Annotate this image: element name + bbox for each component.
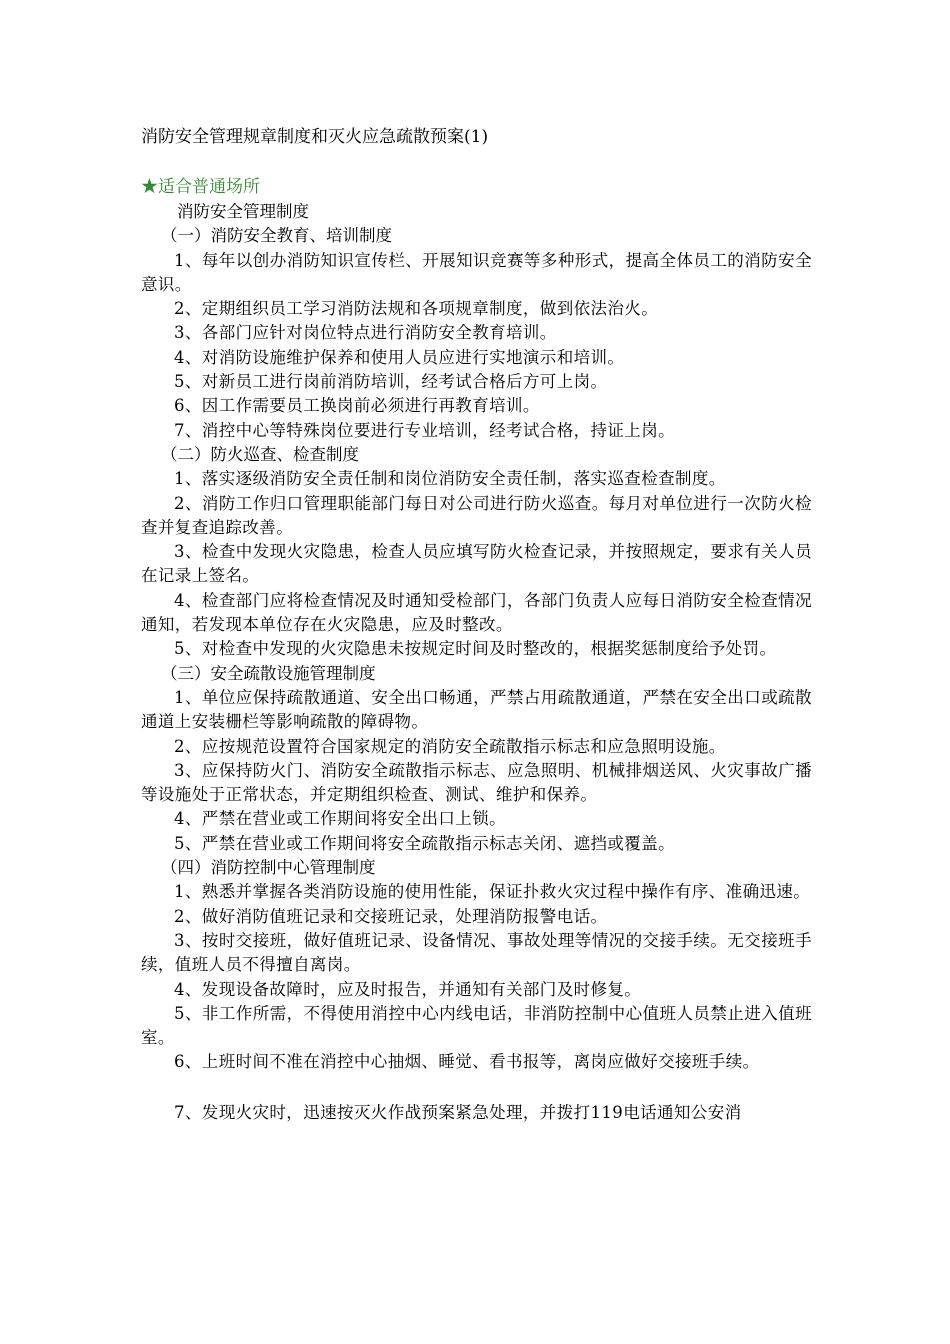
list-item: 2、应按规范设置符合国家规定的消防安全疏散指示标志和应急照明设施。: [174, 736, 726, 756]
list-item: 4、检查部门应将检查情况及时通知受检部门，各部门负责人应每日消防安全检查情况通知，若发现本单位存在火灾隐患，应及时整改。: [141, 590, 812, 635]
list-item: 1、单位应保持疏散通道、安全出口畅通，严禁占用疏散通道，严禁在安全出口或疏散通道上安装栅栏等影响疏散的障碍物。: [141, 687, 812, 732]
list-item: 2、消防工作归口管理职能部门每日对公司进行防火巡查。每月对单位进行一次防火检查并复查追踪改善。: [141, 493, 812, 537]
spacer: [141, 150, 812, 174]
scope-tag: [141, 174, 812, 200]
list-item: 7、发现火灾时，迅速按灭火作战预案紧急处理，并拨打119电话通知公安消: [174, 1102, 742, 1122]
subsection-heading: （四）消防控制中心管理制度: [161, 858, 376, 878]
paragraph-gap: [141, 1075, 812, 1101]
list-item: 3、按时交接班，做好值班记录、设备情况、事故处理等情况的交接手续。无交接班手续，值班人员不得擅自离岗。: [141, 930, 812, 975]
list-item: 5、非工作所需，不得使用消控中心内线电话，非消防控制中心值班人员禁止进入值班室。: [141, 1003, 812, 1048]
subsection-heading: （一）消防安全教育、培训制度: [161, 226, 392, 246]
list-item: 3、检查中发现火灾隐患，检查人员应填写防火检查记录，并按照规定，要求有关人员在记录上签名。: [141, 542, 812, 586]
list-item: 6、上班时间不准在消控中心抽烟、睡觉、看书报等，离岗应做好交接班手续。: [174, 1052, 760, 1072]
subsection-heading: （二）防火巡查、检查制度: [161, 444, 359, 464]
list-item: 4、对消防设施维护保养和使用人员应进行实地演示和培训。: [174, 347, 625, 367]
list-item: 2、定期组织员工学习消防法规和各项规章制度，做到依法治火。: [174, 299, 659, 319]
list-item: 1、熟悉并掌握各类消防设施的使用性能，保证扑救火灾过程中操作有序、准确迅速。: [174, 882, 811, 902]
list-item: 5、对新员工进行岗前消防培训，经考试合格后方可上岗。: [174, 372, 608, 392]
list-item: 7、消控中心等特殊岗位要进行专业培训，经考试合格，持证上岗。: [174, 420, 675, 440]
subsection-heading: （三）安全疏散设施管理制度: [161, 663, 376, 683]
list-item: 4、严禁在营业或工作期间将安全出口上锁。: [174, 809, 506, 829]
list-item: 3、应保持防火门、消防安全疏散指示标志、应急照明、机械排烟送风、火灾事故广播等设施处于正常状态，并定期组织检查、测试、维护和保养。: [141, 760, 812, 805]
list-item: 3、各部门应针对岗位特点进行消防安全教育培训。: [174, 323, 557, 343]
list-item: 5、对检查中发现的火灾隐患未按规定时间及时整改的，根据奖惩制度给予处罚。: [174, 639, 777, 659]
star-icon: ★: [141, 177, 158, 197]
list-item: 1、落实逐级消防安全责任制和岗位消防安全责任制，落实巡查检查制度。: [174, 469, 726, 489]
section-title: 消防安全管理制度: [177, 202, 309, 221]
document-title: 消防安全管理规章制度和灭火应急疏散预案(1): [141, 127, 489, 147]
scope-tag-text: 适合普通场所: [158, 177, 260, 197]
list-item: 4、发现设备故障时，应及时报告，并通知有关部门及时修复。: [174, 979, 642, 999]
list-item: 2、做好消防值班记录和交接班记录，处理消防报警电话。: [174, 906, 608, 926]
list-item: 1、每年以创办消防知识宣传栏、开展知识竞赛等多种形式，提高全体员工的消防安全意识。: [141, 250, 812, 294]
list-item: 6、因工作需要员工换岗前必须进行再教育培训。: [174, 396, 540, 416]
document-page: [141, 124, 812, 1125]
list-item: 5、严禁在营业或工作期间将安全疏散指示标志关闭、遮挡或覆盖。: [174, 833, 675, 853]
